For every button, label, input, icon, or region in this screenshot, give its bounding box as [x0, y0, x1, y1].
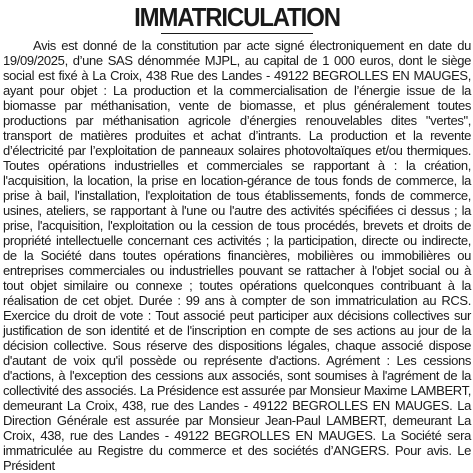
title-underline-rule: [161, 33, 313, 34]
notice-title: IMMATRICULATION: [134, 2, 340, 32]
notice-body-text: Avis est donné de la constitution par acte signé électroniquement en date du 19/09/2025, d’une SAS dénommée MJPL, au capital de 1 000 euros, dont le siège social est fixé à La Croix, 438 Rue des Landes - 49122 BEGROLLES EN MAUGES, ayant pour objet : La production et la commercialisation de l’énergie issue de la biomasse par méthanisation, vente de biomasse, et plus généralement toutes productions par méthanisation agricole d’énergies renouvelables dites "vertes", transport de matières produites et achat d’intrants. La production et la revente d’électricité par l’exploitation de panneaux solaires photovoltaïques et/ou thermiques. Toutes opérations industrielles et commerciales se rapportant à : la création, l'acquisition, la location, la prise en location-gérance de tous fonds de commerce, la prise à bail, l'installation, l'exploitation de tous établissements, fonds de commerce, usines, ateliers, se rapportant à l'une ou l'autre des activités spécifiées ci dessus ; la prise, l'acquisition, l'exploitation ou la cession de tous procédés, brevets et droits de propriété intellectuelle concernant ces activités ; la participation, directe ou indirecte, de la Société dans toutes opérations financières, mobilières ou immobilières ou entreprises commerciales ou industrielles pouvant se rattacher à l'objet social ou à tout objet similaire ou connexe ; toutes opérations quelconques contribuant à la réalisation de cet objet. Durée : 99 ans à compter de son immatriculation au RCS. Exercice du droit de vote : Tout associé peut participer aux décisions collectives sur justification de son identité et de l'inscription en compte de ses actions au jour de la décision collective. Sous réserve des dispositions légales, chaque associé dispose d'autant de voix qu'il possède ou représente d'actions. Agrément : Les cessions d'actions, à l'exception des cessions aux associés, sont soumises à l'agrément de la collectivité des associés. La Présidence est assurée par Monsieur Maxime LAMBERT, demeurant La Croix, 438, rue des Landes - 49122 BEGROLLES EN MAUGES. La Direction Générale est assurée par Monsieur Jean-Paul LAMBERT, demeurant La Croix, 438, rue des Landes - 49122 BEGROLLES EN MAUGES. La Société sera immatriculée au Registre du commerce et des sociétés d’ANGERS. Pour avis. Le Président: [3, 38, 471, 473]
